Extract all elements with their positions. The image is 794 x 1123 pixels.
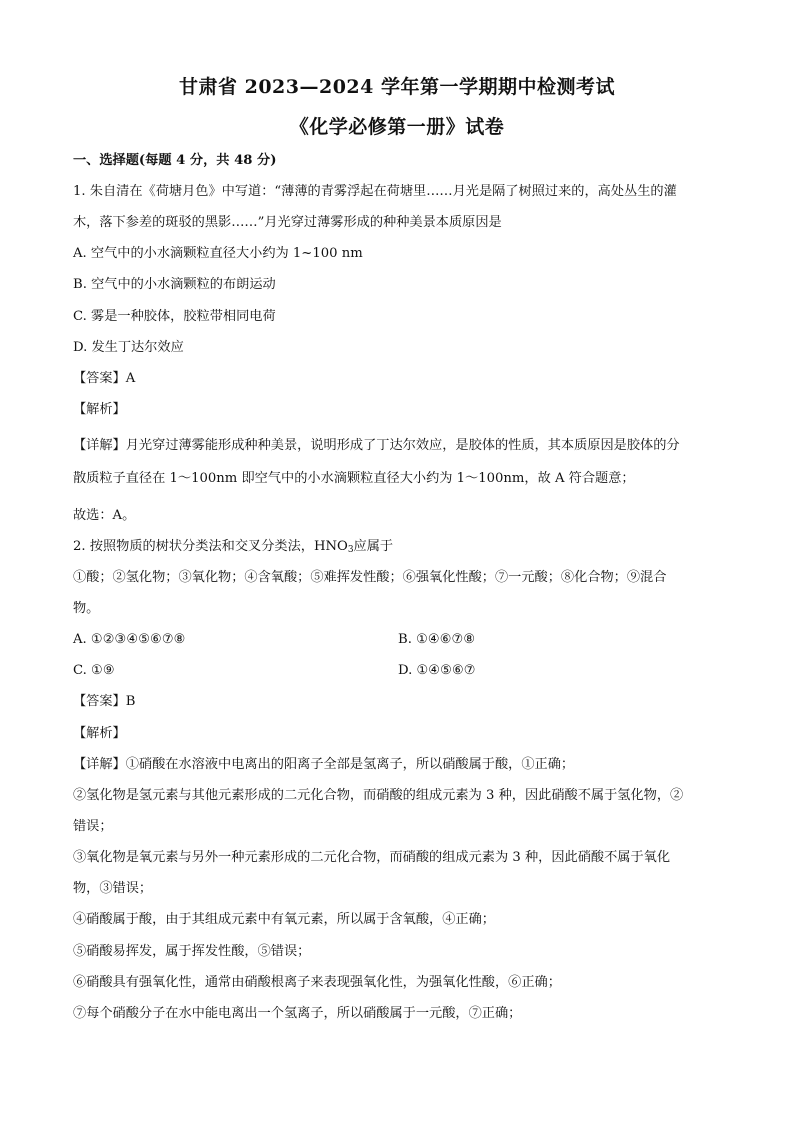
q2-detail-line: ③氧化物是氧元素与另外一种元素形成的二元化合物，而硝酸的组成元素为 3 种，因此硝酸不属于氧化 xyxy=(73,850,671,865)
q1-analysis: 【解析】 xyxy=(73,402,126,417)
q2-option-a: A. ①②③④⑤⑥⑦⑧ xyxy=(73,632,186,647)
q2-option-d: D. ①④⑤⑥⑦ xyxy=(398,663,476,678)
q2-detail-line: 物，③错误； xyxy=(73,881,153,896)
q2-detail-line: ⑥硝酸具有强氧化性，通常由硝酸根离子来表现强氧化性，为强氧化性酸，⑥正确； xyxy=(73,975,561,990)
q2-option-c: C. ①⑨ xyxy=(73,663,115,678)
q1-option-c: C. 雾是一种胶体，胶粒带相同电荷 xyxy=(73,309,276,324)
q2-detail-line: ⑤硝酸易挥发，属于挥发性酸，⑤错误； xyxy=(73,944,311,959)
q1-option-a: A. 空气中的小水滴颗粒直径大小约为 1~100 nm xyxy=(73,246,363,261)
q1-detail-line2: 散质粒子直径在 1～100nm 即空气中的小水滴颗粒直径大小约为 1～100nm，故 A 符合题意； xyxy=(73,471,635,486)
q1-stem-line2: 木，落下参差的斑驳的黑影……”月光穿过薄雾形成的种种美景本质原因是 xyxy=(73,215,502,230)
q1-option-b: B. 空气中的小水滴颗粒的布朗运动 xyxy=(73,277,276,292)
q1-conclusion: 故选：A。 xyxy=(73,508,136,523)
q2-answer: 【答案】B xyxy=(73,694,136,709)
q2-list-line2: 物。 xyxy=(73,601,100,616)
exam-subtitle: 《化学必修第一册》试卷 xyxy=(289,116,505,138)
q2-detail-line: ④硝酸属于酸，由于其组成元素中有氧元素，所以属于含氧酸，④正确； xyxy=(73,912,495,927)
q1-option-d: D. 发生丁达尔效应 xyxy=(73,340,184,355)
q1-detail-line1: 【详解】月光穿过薄雾能形成种种美景，说明形成了丁达尔效应，是胶体的性质，其本质原因是胶体的分 xyxy=(73,438,680,453)
q2-detail-line: 【详解】①硝酸在水溶液中电离出的阳离子全部是氢离子，所以硝酸属于酸，①正确； xyxy=(73,757,575,772)
q1-answer: 【答案】A xyxy=(73,371,136,386)
q2-detail-line: 错误； xyxy=(73,819,113,834)
section-heading: 一、选择题(每题 4 分，共 48 分) xyxy=(73,153,277,168)
q2-option-b: B. ①④⑥⑦⑧ xyxy=(398,632,476,647)
q2-stem: 2. 按照物质的树状分类法和交叉分类法，$HNO_3$应属于 xyxy=(73,539,394,555)
q2-analysis: 【解析】 xyxy=(73,726,126,741)
q2-list-line1: ①酸；②氢化物；③氧化物；④含氧酸；⑤难挥发性酸；⑥强氧化性酸；⑦一元酸；⑧化合物；⑨混合 xyxy=(73,570,667,585)
q2-detail-line: ②氢化物是氢元素与其他元素形成的二元化合物，而硝酸的组成元素为 3 种，因此硝酸不属于氢化物，② xyxy=(73,788,684,803)
q1-stem-line1: 1. 朱自清在《荷塘月色》中写道：“薄薄的青雾浮起在荷塘里……月光是隔了树照过来的，高处丛生的灌 xyxy=(73,184,677,199)
exam-title: 甘肃省 2023—2024 学年第一学期期中检测考试 xyxy=(179,76,615,98)
q2-detail-line: ⑦每个硝酸分子在水中能电离出一个氢离子，所以硝酸属于一元酸，⑦正确； xyxy=(73,1006,522,1021)
